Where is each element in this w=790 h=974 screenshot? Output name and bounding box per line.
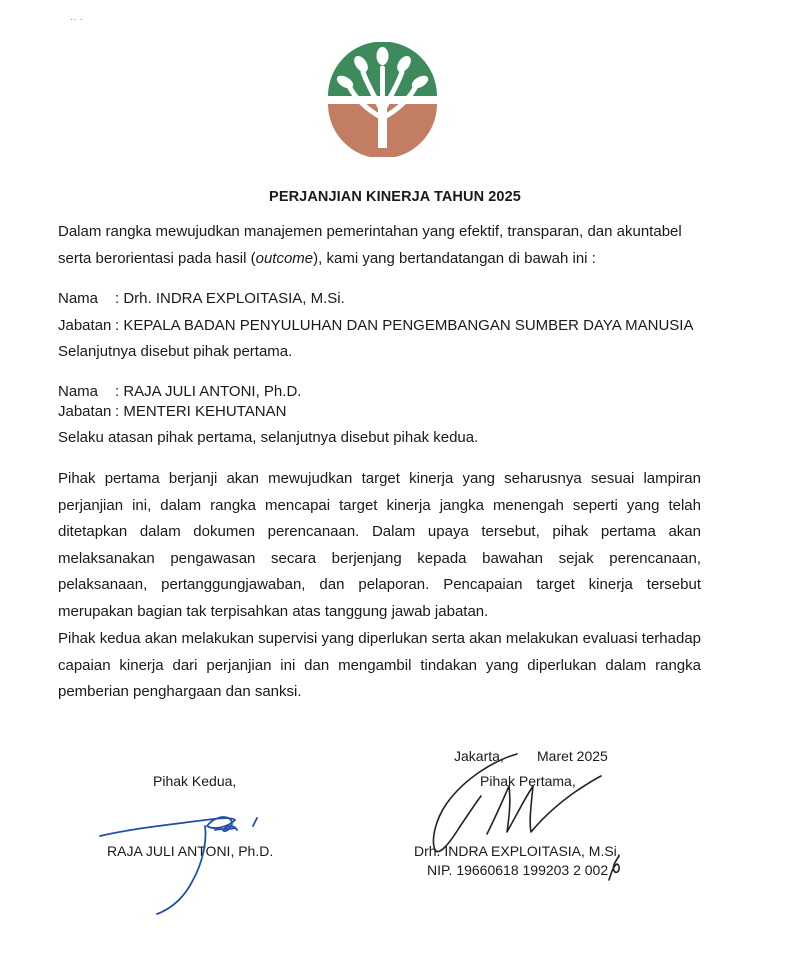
supervision-paragraph: Pihak kedua akan melakukan supervisi yang diperlukan serta akan melakukan evaluasi terhadap capaian kinerja dari perjanjian ini dan mengambil tindakan yang diperlukan dalam rangka pemberian penghargaan dan sanksi. [58, 630, 701, 700]
party1-jabatan-row [58, 317, 693, 334]
right-signatory-nip: NIP. 19660618 199203 2 002 [427, 862, 609, 878]
party1-nama-value: : Drh. INDRA EXPLOITASIA, M.Si. [115, 290, 345, 307]
intro-text-end: ), kami yang bertandatangan di bawah ini : [313, 249, 596, 267]
signature-date: Maret 2025 [537, 748, 608, 764]
commitment-paragraph: Pihak pertama berjanji akan mewujudkan target kinerja yang seharusnya sesuai lampiran perjanjian ini, dalam rangka mencapai target kinerja jangka menengah seperti yang telah ditetapkan dalam dokumen perencanaan. Dalam upaya tersebut, pihak pertama akan melaksanakan pengawasan secara berjenjang kepada bawahan sejak perencanaan, pelaksanaan, pertanggungjawaban, dan pelaporan. Pencapaian target kinerja tersebut merupakan bagian tak terpisahkan atas tanggung jawab jabatan. [58, 470, 701, 620]
intro-paragraph [58, 219, 701, 272]
signature-place: Jakarta, [454, 748, 504, 764]
party2-nama-value: : RAJA JULI ANTONI, Ph.D. [115, 383, 302, 400]
right-signatory-name: Drh. INDRA EXPLOITASIA, M.Si. [414, 843, 621, 859]
party2-jabatan-row [58, 403, 286, 420]
intro-text-start: Dalam rangka mewujudkan manajemen pemerintahan yang efektif, transparan, dan akuntabel serta berorientasi pada hasil ( [58, 223, 682, 267]
right-signatory-role: Pihak Pertama, [480, 773, 576, 789]
scan-mark: ·· · [70, 14, 83, 25]
party2-note: Selaku atasan pihak pertama, selanjutnya disebut pihak kedua. [58, 429, 479, 446]
ministry-logo-icon [325, 42, 440, 157]
party2-jabatan-value: : MENTERI KEHUTANAN [115, 403, 287, 420]
intro-italic-term: outcome [255, 249, 314, 267]
party1-jabatan-value: : KEPALA BADAN PENYULUHAN DAN PENGEMBANGAN SUMBER DAYA MANUSIA [115, 317, 694, 334]
left-signatory-name: RAJA JULI ANTONI, Ph.D. [107, 843, 274, 859]
left-signatory-role: Pihak Kedua, [153, 773, 237, 789]
party1-note: Selanjutnya disebut pihak pertama. [58, 343, 293, 360]
party1-jabatan-label: Jabatan [58, 317, 112, 334]
party2-jabatan-label: Jabatan [58, 403, 112, 420]
document-title: PERJANJIAN KINERJA TAHUN 2025 [269, 189, 521, 205]
party1-nama-label: Nama [58, 290, 99, 307]
party2-nama-label: Nama [58, 383, 99, 400]
party1-nama-row [58, 290, 345, 307]
party2-nama-row [58, 383, 301, 400]
right-signature-icon [425, 748, 625, 898]
left-signature-icon [95, 800, 275, 920]
